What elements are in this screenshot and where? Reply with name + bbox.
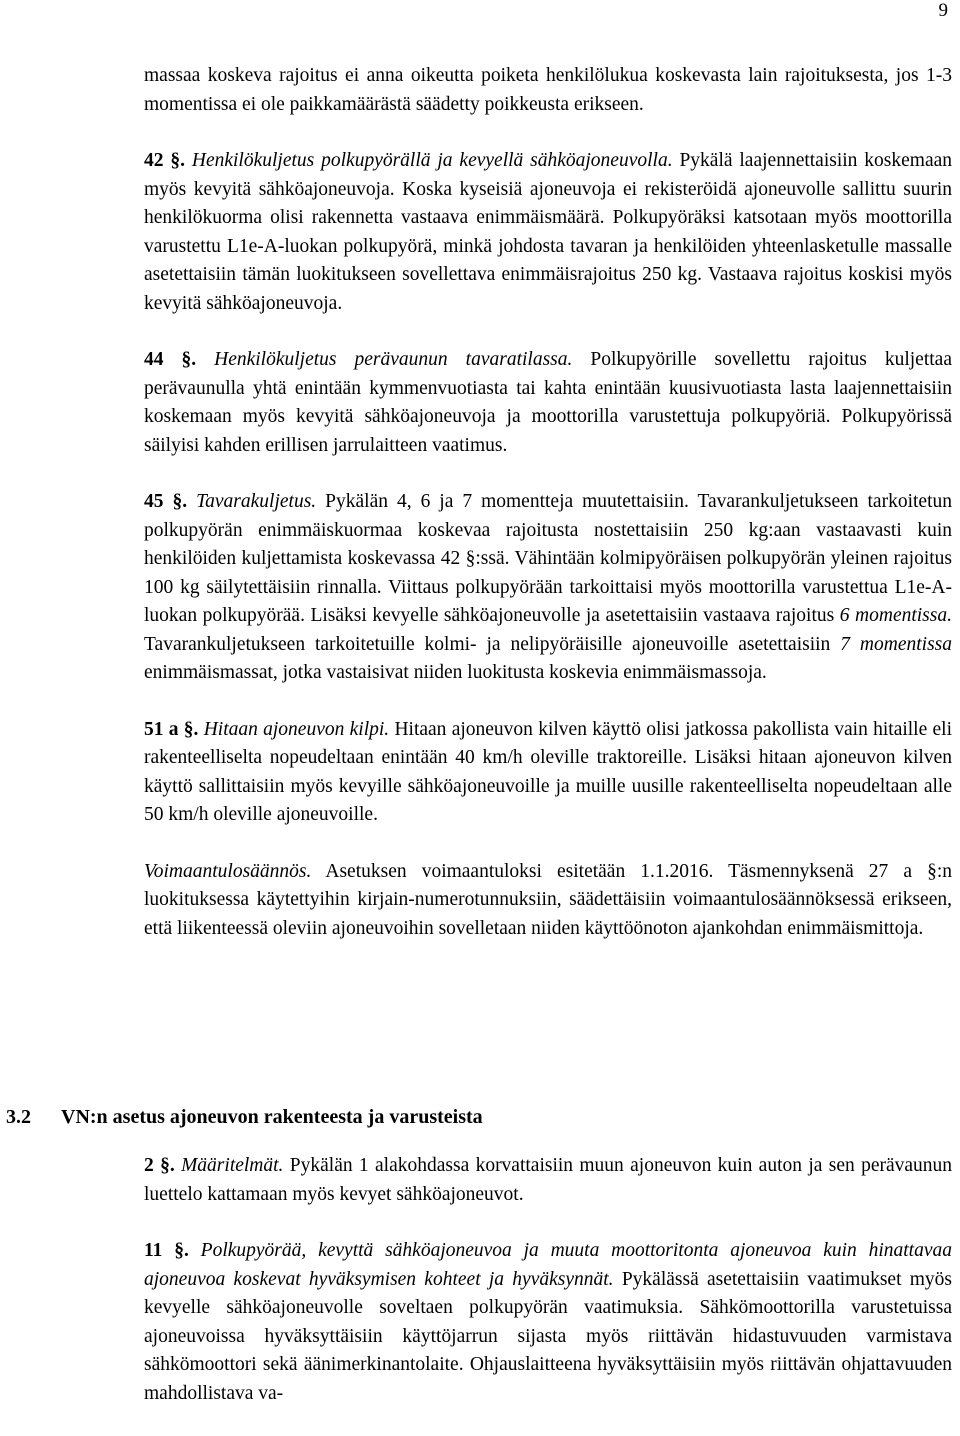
paragraph-51a (144, 716, 952, 830)
section-title: Tavarakuljetus. (196, 491, 317, 512)
paragraph-45 (144, 488, 952, 688)
section-title: Voimaantulosäännös. (144, 860, 312, 882)
section-number: 45 §. (144, 491, 188, 512)
section-number: 44 §. (144, 349, 197, 370)
paragraph-2 (144, 1152, 952, 1209)
section-title: Polkupyörää, kevyttä sähköajoneuvoa ja muuta moottoritonta ajoneuvoa kuin hinattavaa ajoneuvoa koskevat hyväksymisen kohteet ja hyväksynnät. (144, 1240, 953, 1290)
paragraph-text: Hitaan ajoneuvon kilven käyttö olisi jatkossa pakollista vain hitaille eli rakenteelliselta nopeudeltaan enintään 40 km/h oleville traktoreille. Lisäksi hitaan ajoneuvon kilven käyttö sallittaisiin myös kevyille sähköajoneuvoille ja muille uusille rakenteelliselta nopeudeltaan alle 50 km/h oleville ajoneuvoille. (144, 718, 953, 825)
paragraph-text: enimmäismassat, jotka vastaisivat niiden luokitusta koskevia enimmäismassoja. (144, 662, 767, 683)
paragraph-text: Polkupyörille sovellettu rajoitus kuljettaa perävaunulla yhtä enintään kymmenvuotiasta tai kahta enintään kuusivuotiasta lasta laajennettaisiin koskemaan myös kevyitä sähköajoneuvoja ja moottorilla varustettuja polkupyöriä. Polkupyörissä säilyisi kahden erillisen jarrulaitteen vaatimus. (144, 349, 952, 456)
paragraph-text: Pykälässä asetettaisiin vaatimukset myös kevyelle sähköajoneuvolle soveltaen polkupyörän vaatimuksia. Sähkömoottorilla varustetuissa ajoneuvoissa hyväksyttäisiin käyttöjarrun sijasta myös riittävän hidastuvuuden varmistava sähkömoottori sekä äänimerkinantolaite. Ohjauslaitteena hyväksyttäisiin myös riittävän ohjattavuuden mahdollistava va- (144, 1268, 953, 1404)
paragraph-42 (144, 147, 952, 318)
paragraph-text: Tavarankuljetukseen tarkoitetuille kolmi- ja nelipyöräisille ajoneuvoille asetettaisiin (144, 633, 831, 655)
section-heading-number: 3.2 (6, 1106, 31, 1128)
section-title: Hitaan ajoneuvon kilpi. (203, 718, 390, 740)
paragraph-text: Pykälän 4, 6 ja 7 momentteja muutettaisiin. Tavarankuljetukseen tarkoitetun polkupyörän enimmäiskuormaa koskevaa rajoitusta nostettaisiin 250 kg:aan vastaavasti kuin henkilöiden kuljettamista koskevassa 42 §:ssä. Vähintään kolmipyöräisen polkupyörän yleinen rajoitus 100 kg säilytettäisiin rinnalla. Viittaus polkupyörään tarkoittaisi myös moottorilla varustettua L1e-A-luokan polkupyörää. Lisäksi kevyelle sähköajoneuvolle ja asetettaisiin vastaava rajoitus (144, 491, 952, 626)
section-number: 42 §. (144, 150, 185, 171)
section-number: 51 a §. (144, 718, 199, 740)
page-number: 9 (938, 0, 948, 21)
section-number: 11 §. (144, 1240, 189, 1261)
paragraph-text: Asetuksen voimaantuloksi esitetään 1.1.2016. Täsmennyksenä 27 a §:n luokituksessa käytettyihin kirjain-numerotunnuksiin, säädettäisiin voimaantulosäännöksessä erikseen, että liikenteessä oleviin ajoneuvoihin sovelletaan niiden käyttöönoton ajankohdan enimmäismittoja. (144, 860, 952, 939)
paragraph-text: massaa koskeva rajoitus ei anna oikeutta poiketa henkilölukua koskevasta lain rajoituksesta, jos 1-3 momentissa ei ole paikkamäärästä säädetty poikkeusta erikseen. (144, 65, 952, 115)
paragraph-11 (144, 1237, 952, 1408)
paragraph-text: Pykälän 1 alakohdassa korvattaisiin muun ajoneuvon kuin auton ja sen perävaunun luettelo kattamaan myös kevyet sähköajoneuvot. (144, 1155, 953, 1205)
paragraph-italic-ref: 7 momentissa (840, 633, 953, 655)
document-body (144, 62, 952, 971)
paragraph-voimaantulo (144, 858, 952, 944)
section-title: Määritelmät. (181, 1155, 284, 1176)
document-body-section (144, 1152, 952, 1436)
section-number: 2 §. (144, 1155, 175, 1176)
paragraph-text: Pykälä laajennettaisiin koskemaan myös kevyitä sähköajoneuvoja. Koska kyseisiä ajoneuvoja ei rekisteröidä ajoneuvolle sallittu suurin henkilökuorma olisi rakennetta vastaava enimmäismäärä. Polkupyöräksi katsotaan myös moottorilla varustettu L1e-A-luokan polkupyörä, minkä johdosta tavaran ja henkilöiden yhteenlasketulle massalle asetettaisiin tämän luokitukseen sovellettava enimmäisrajoitus 250 kg. Vastaava rajoitus koskisi myös kevyitä sähköajoneuvoja. (144, 150, 953, 314)
section-title: Henkilökuljetus perävaunun tavaratilassa. (214, 349, 573, 370)
paragraph-44 (144, 346, 952, 460)
paragraph-continuation (144, 62, 952, 119)
paragraph-italic-ref: 6 momentissa. (839, 605, 952, 626)
section-title: Henkilökuljetus polkupyörällä ja kevyellä sähköajoneuvolla. (191, 150, 673, 171)
section-heading-title: VN:n asetus ajoneuvon rakenteesta ja varusteista (61, 1106, 483, 1128)
